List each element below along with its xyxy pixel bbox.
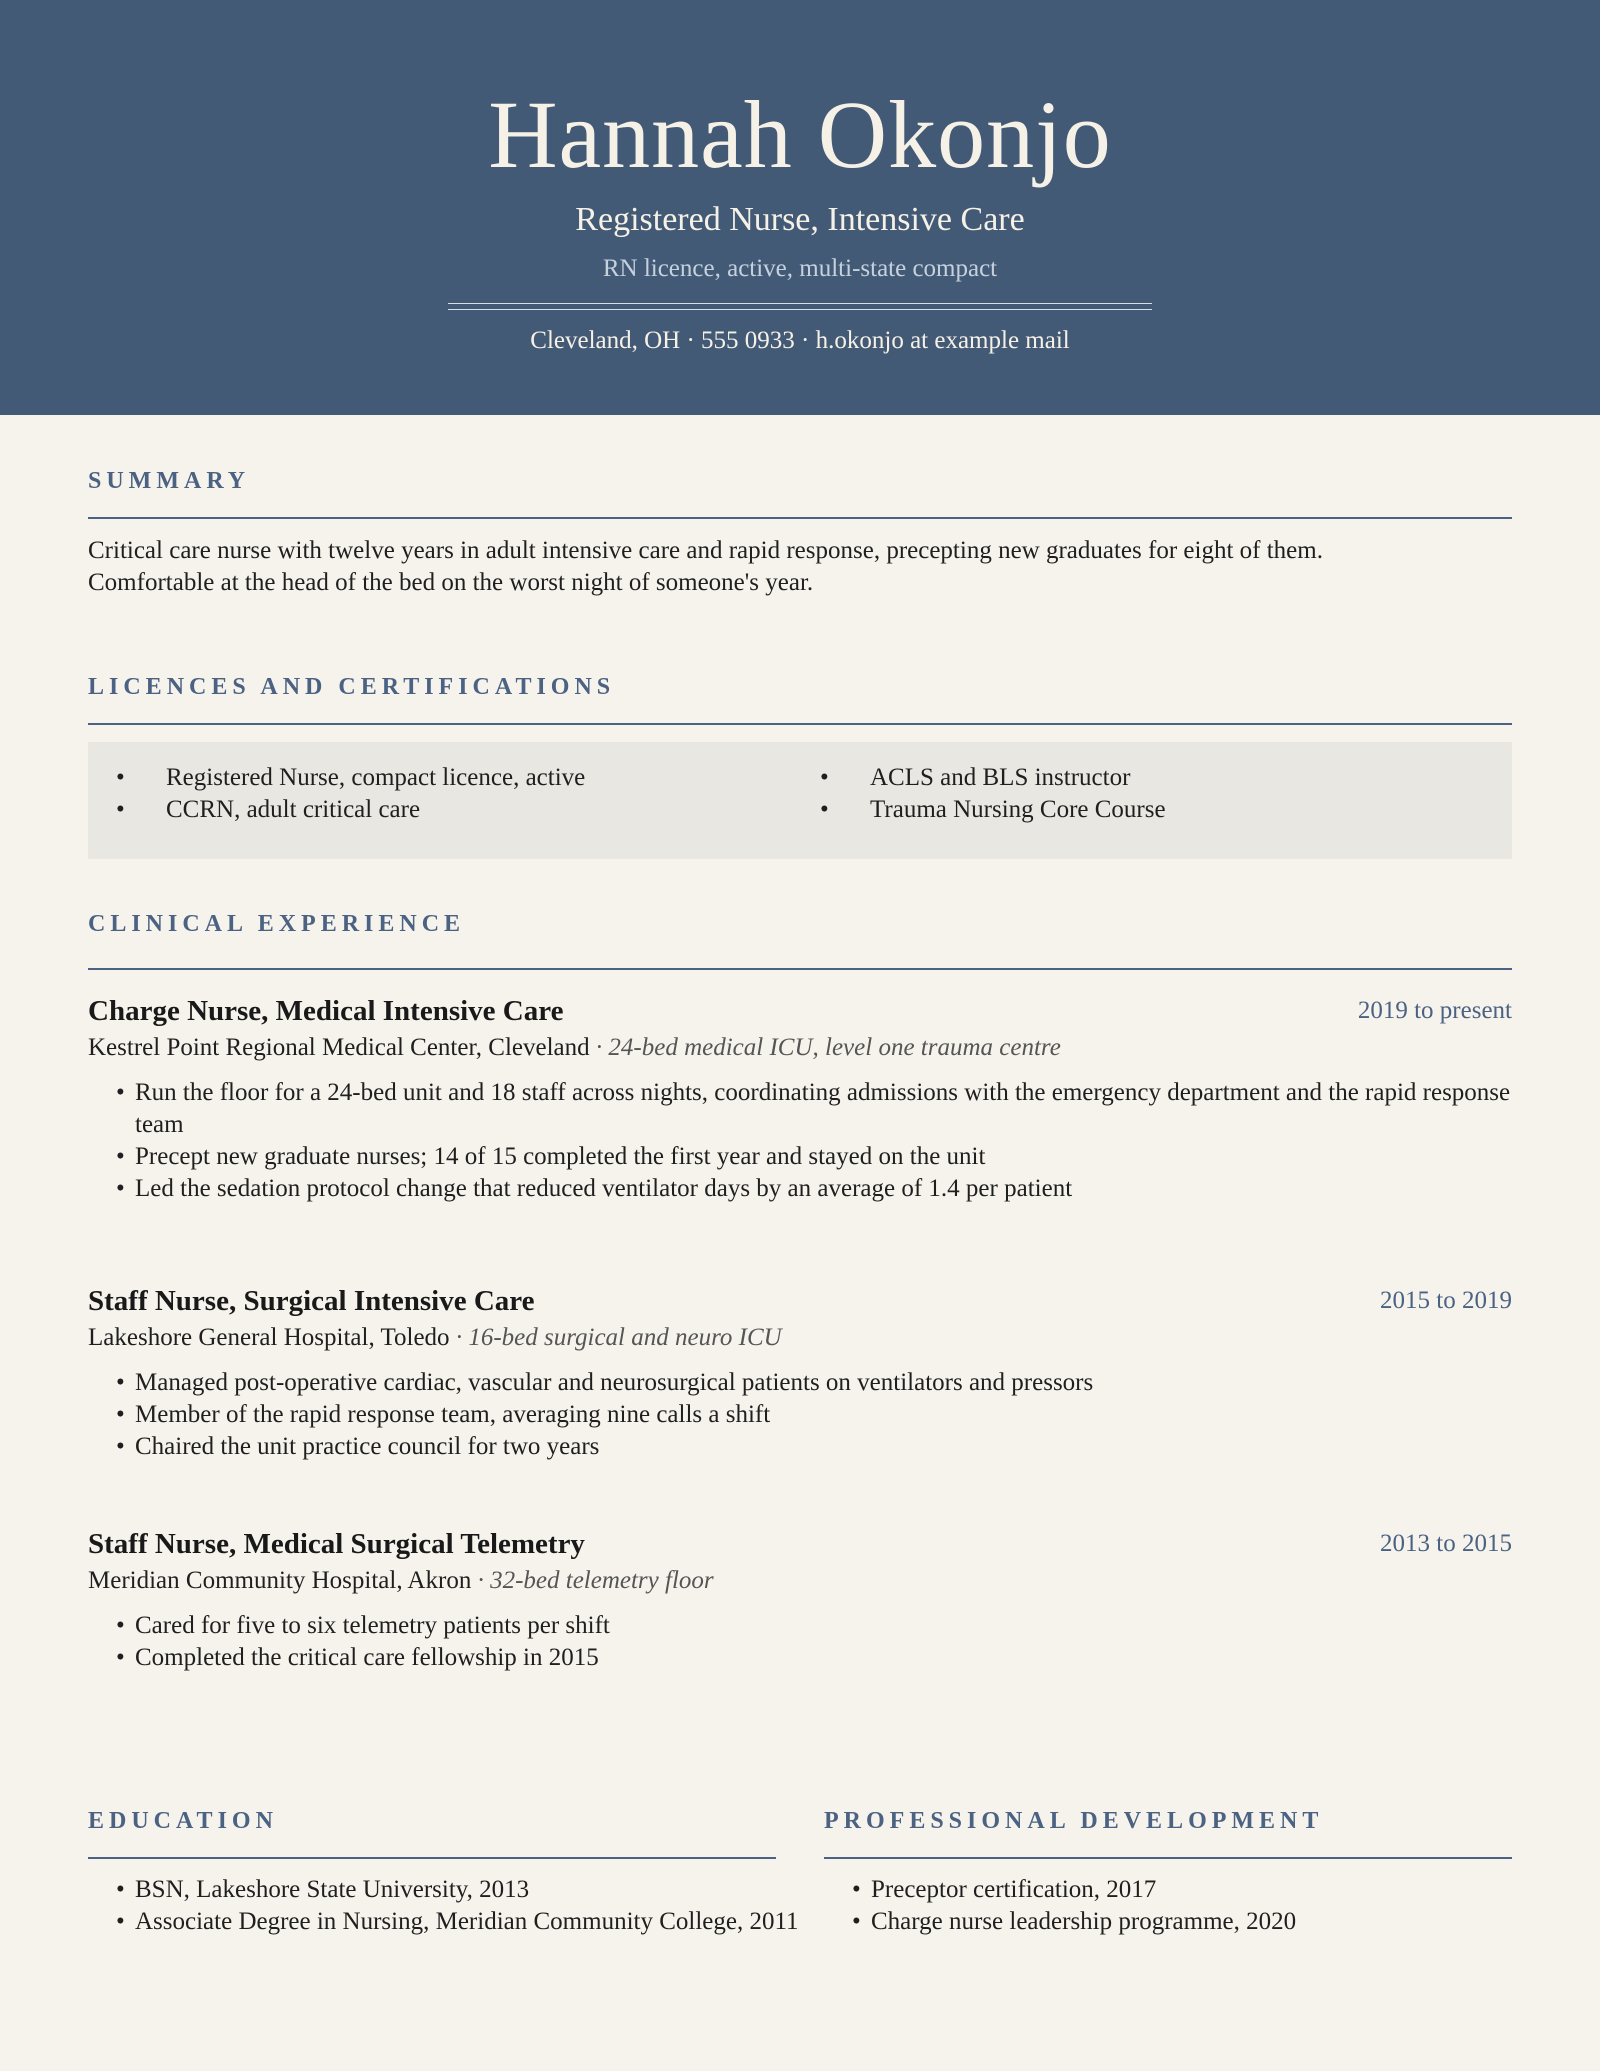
list-item: • Registered Nurse, compact licence, active [88,762,788,794]
list-item: • Precept new graduate nurses; 14 of 15 completed the first year and stayed on the unit [88,1141,1512,1173]
employer-name: Kestrel Point Regional Medical Center, Cleveland [88,1034,590,1061]
experience-divider [88,968,1512,970]
list-item: • Managed post-operative cardiac, vascular and neurosurgical patients on ventilators and pressors [88,1367,1512,1399]
list-item: • Charge nurse leadership programme, 2020 [824,1906,1524,1938]
summary-text [88,535,1528,599]
candidate-name: Hannah Okonjo [488,81,1112,188]
unit-description: 32-bed telemetry floor [490,1567,714,1594]
list-item: • CCRN, adult critical care [88,794,788,826]
list-item: • BSN, Lakeshore State University, 2013 [88,1874,808,1906]
job-title: Staff Nurse, Medical Surgical Telemetry [88,1528,585,1560]
employer-name: Meridian Community Hospital, Akron [88,1567,472,1594]
certifications-box [88,742,1512,859]
list-item: • Run the floor for a 24-bed unit and 18 staff across nights, coordinating admissions with the emergency department and the rapid response team [88,1077,1512,1141]
list-item: • Trauma Nursing Core Course [792,794,1492,826]
job-organization: Lakeshore General Hospital, Toledo · 16-bed surgical and neuro ICU [88,1324,782,1351]
job-bullets [88,1077,1512,1205]
education-list [88,1874,808,1938]
list-item: • Cared for five to six telemetry patients per shift [88,1610,1512,1642]
list-item: • ACLS and BLS instructor [792,762,1492,794]
list-item: • Led the sedation protocol change that reduced ventilator days by an average of 1.4 per patient [88,1173,1512,1205]
header-banner [0,0,1600,415]
job-dates: 2013 to 2015 [1380,1530,1512,1557]
header-divider [448,303,1152,310]
unit-description: 24-bed medical ICU, level one trauma centre [608,1034,1061,1061]
candidate-title: Registered Nurse, Intensive Care [575,201,1025,238]
job-bullets [88,1610,1512,1674]
list-item: • Chaired the unit practice council for two years [88,1431,1512,1463]
list-item: • Completed the critical care fellowship in 2015 [88,1642,1512,1674]
job-dates: 2019 to present [1357,997,1512,1024]
job-title: Staff Nurse, Surgical Intensive Care [88,1285,535,1317]
contact-line: Cleveland, OH · 555 0933 · h.okonjo at example mail [530,327,1070,354]
development-heading: PROFESSIONAL DEVELOPMENT [824,1808,1324,1834]
list-item: • Preceptor certification, 2017 [824,1874,1524,1906]
summary-line: Critical care nurse with twelve years in adult intensive care and rapid response, precepting new graduates for eight of them. [88,537,1323,564]
certifications-divider [88,723,1512,725]
summary-line: Comfortable at the head of the bed on the worst night of someone's year. [88,569,814,596]
job-title: Charge Nurse, Medical Intensive Care [88,995,564,1027]
summary-heading: SUMMARY [88,468,251,494]
job-dates: 2015 to 2019 [1380,1287,1512,1314]
development-list [824,1874,1524,1938]
certifications-heading: LICENCES AND CERTIFICATIONS [88,674,616,700]
job-bullets [88,1367,1512,1463]
certifications-list-left [88,762,788,826]
list-item: • Associate Degree in Nursing, Meridian Community College, 2011 [88,1906,808,1938]
unit-description: 16-bed surgical and neuro ICU [468,1324,782,1351]
candidate-subtitle: RN licence, active, multi-state compact [602,255,998,282]
summary-divider [88,517,1512,519]
education-divider [88,1857,776,1859]
employer-name: Lakeshore General Hospital, Toledo [88,1324,450,1351]
job-organization: Meridian Community Hospital, Akron · 32-bed telemetry floor [88,1567,714,1594]
development-divider [824,1857,1512,1859]
job-organization: Kestrel Point Regional Medical Center, Cleveland · 24-bed medical ICU, level one trauma centre [88,1034,1061,1061]
experience-heading: CLINICAL EXPERIENCE [88,911,466,937]
education-heading: EDUCATION [88,1808,278,1834]
list-item: • Member of the rapid response team, averaging nine calls a shift [88,1399,1512,1431]
certifications-list-right [792,762,1492,826]
